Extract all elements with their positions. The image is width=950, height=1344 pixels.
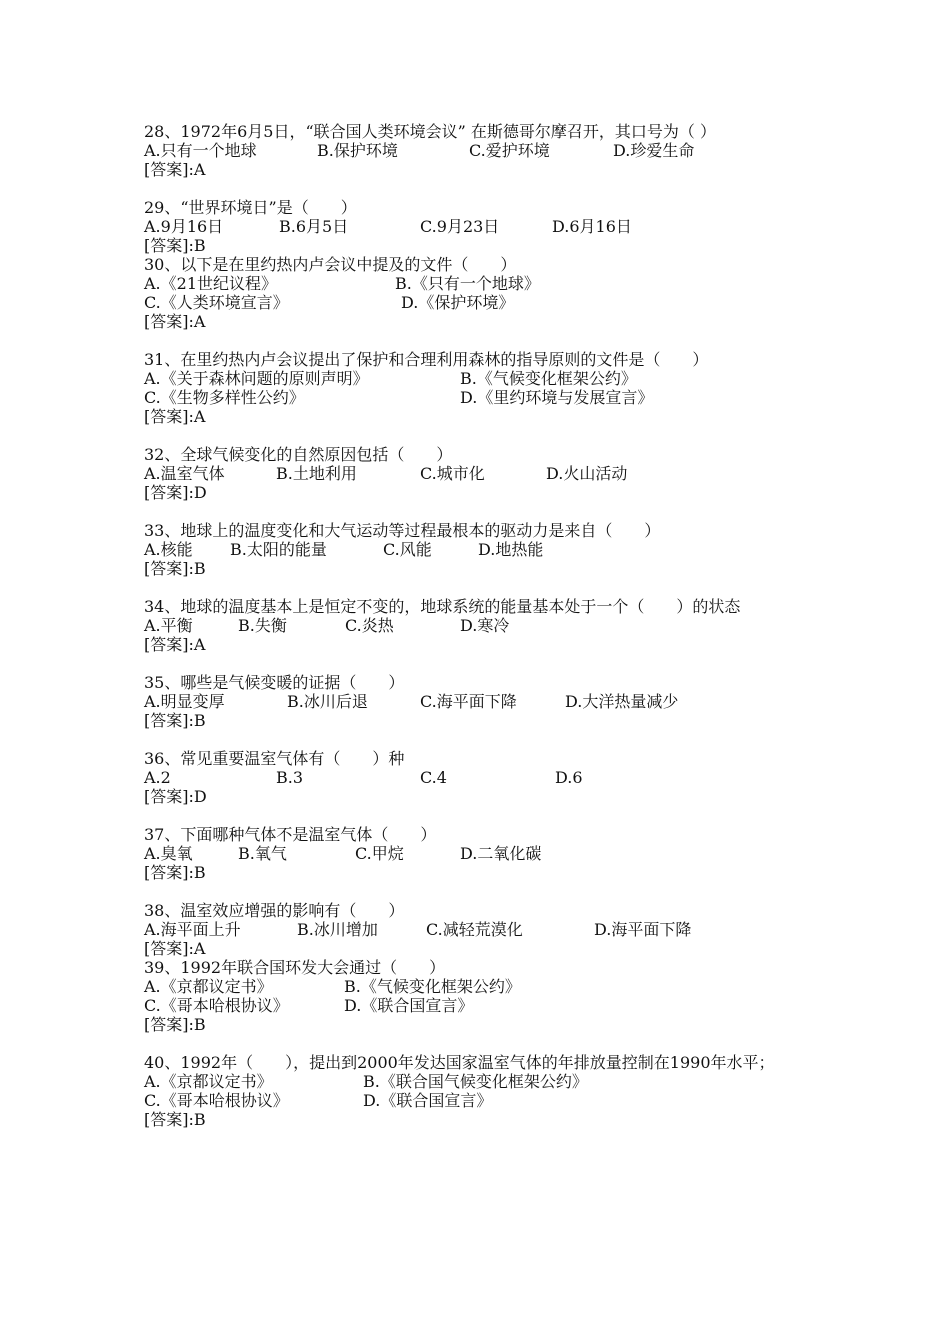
option-a: A.温室气体 (144, 464, 225, 483)
option-a: A.平衡 (144, 616, 193, 635)
option-d: D.《里约环境与发展宣言》 (460, 388, 654, 407)
question-list (144, 122, 814, 1129)
option-a: A.《关于森林问题的原则声明》 (144, 369, 369, 388)
option-c: C.《人类环境宣言》 (144, 293, 289, 312)
option-row (144, 217, 814, 236)
question-stem: 37、下面哪种气体不是温室气体（ ） (144, 825, 437, 844)
option-b: B.保护环境 (317, 141, 398, 160)
answer-line: [答案]:A (144, 635, 206, 654)
option-c: C.甲烷 (355, 844, 404, 863)
option-d: D.6 (555, 768, 583, 787)
question-item (144, 901, 814, 958)
option-a: A.只有一个地球 (144, 141, 257, 160)
option-d: D.《联合国宣言》 (344, 996, 474, 1015)
option-c: C.《生物多样性公约》 (144, 388, 305, 407)
option-b: B.6月5日 (279, 217, 349, 236)
question-stem: 40、1992年（ ），提出到2000年发达国家温室气体的年排放量控制在1990年水平； (144, 1053, 775, 1072)
question-stem: 39、1992年联合国环发大会通过（ ） (144, 958, 446, 977)
option-row (144, 369, 814, 388)
option-c: C.减轻荒漠化 (426, 920, 523, 939)
option-a: A.《21世纪议程》 (144, 274, 278, 293)
question-item (144, 255, 814, 331)
question-item (144, 597, 814, 654)
answer-line: [答案]:B (144, 711, 206, 730)
question-stem: 38、温室效应增强的影响有（ ） (144, 901, 405, 920)
option-a: A.《京都议定书》 (144, 977, 273, 996)
question-stem: 29、“世界环境日”是（ ） (144, 198, 357, 217)
option-c: C.风能 (383, 540, 432, 559)
option-row (144, 1091, 814, 1110)
option-c: C.城市化 (420, 464, 485, 483)
option-row (144, 768, 814, 787)
option-b: B.3 (276, 768, 304, 787)
option-d: D.火山活动 (546, 464, 628, 483)
option-c: C.海平面下降 (420, 692, 517, 711)
question-item (144, 521, 814, 578)
option-row (144, 274, 814, 293)
answer-line: [答案]:B (144, 1015, 206, 1034)
option-a: A.海平面上升 (144, 920, 241, 939)
question-item (144, 350, 814, 426)
option-c: C.9月23日 (420, 217, 500, 236)
option-d: D.6月16日 (552, 217, 632, 236)
option-c: C.炎热 (345, 616, 394, 635)
answer-line: [答案]:B (144, 863, 206, 882)
option-row (144, 616, 814, 635)
question-item (144, 749, 814, 806)
option-row (144, 844, 814, 863)
question-item (144, 198, 814, 255)
answer-line: [答案]:D (144, 787, 207, 806)
question-stem: 32、全球气候变化的自然原因包括（ ） (144, 445, 453, 464)
question-stem: 36、常见重要温室气体有（ ）种 (144, 749, 405, 768)
option-a: A.2 (144, 768, 171, 787)
answer-line: [答案]:B (144, 1110, 206, 1129)
option-a: A.明显变厚 (144, 692, 225, 711)
option-d: D.珍爱生命 (613, 141, 695, 160)
option-a: A.核能 (144, 540, 193, 559)
option-d: D.《联合国宣言》 (363, 1091, 493, 1110)
question-item (144, 1053, 814, 1129)
option-b: B.《联合国气候变化框架公约》 (363, 1072, 588, 1091)
question-stem: 34、地球的温度基本上是恒定不变的，地球系统的能量基本处于一个（ ）的状态 (144, 597, 741, 616)
option-c: C.4 (420, 768, 447, 787)
option-d: D.二氧化碳 (460, 844, 542, 863)
question-stem: 30、以下是在里约热内卢会议中提及的文件（ ） (144, 255, 517, 274)
option-d: D.地热能 (478, 540, 544, 559)
question-stem: 28、1972年6月5日，“联合国人类环境会议” 在斯德哥尔摩召开，其口号为（ ） (144, 122, 716, 141)
question-item (144, 445, 814, 502)
option-row (144, 692, 814, 711)
option-c: C.《哥本哈根协议》 (144, 996, 289, 1015)
answer-line: [答案]:A (144, 407, 206, 426)
option-c: C.爱护环境 (469, 141, 550, 160)
option-b: B.冰川后退 (287, 692, 368, 711)
option-b: B.《气候变化框架公约》 (344, 977, 521, 996)
question-item (144, 958, 814, 1034)
option-b: B.《气候变化框架公约》 (460, 369, 637, 388)
option-a: A.臭氧 (144, 844, 193, 863)
question-item (144, 122, 814, 179)
option-b: B.太阳的能量 (230, 540, 327, 559)
option-b: B.冰川增加 (297, 920, 378, 939)
option-row (144, 540, 814, 559)
answer-line: [答案]:B (144, 236, 206, 255)
option-b: B.土地利用 (276, 464, 357, 483)
question-stem: 35、哪些是气候变暖的证据（ ） (144, 673, 405, 692)
answer-line: [答案]:D (144, 483, 207, 502)
option-a: A.9月16日 (144, 217, 224, 236)
answer-line: [答案]:A (144, 312, 206, 331)
option-row (144, 293, 814, 312)
question-stem: 31、在里约热内卢会议提出了保护和合理利用森林的指导原则的文件是（ ） (144, 350, 709, 369)
option-b: B.失衡 (238, 616, 287, 635)
option-d: D.海平面下降 (594, 920, 692, 939)
option-row (144, 977, 814, 996)
option-row (144, 388, 814, 407)
option-row (144, 996, 814, 1015)
option-d: D.《保护环境》 (401, 293, 515, 312)
option-row (144, 141, 814, 160)
option-row (144, 464, 814, 483)
option-b: B.氧气 (238, 844, 287, 863)
option-c: C.《哥本哈根协议》 (144, 1091, 289, 1110)
answer-line: [答案]:A (144, 939, 206, 958)
option-row (144, 1072, 814, 1091)
option-d: D.寒冷 (460, 616, 510, 635)
option-row (144, 920, 814, 939)
question-stem: 33、地球上的温度变化和大气运动等过程最根本的驱动力是来自（ ） (144, 521, 661, 540)
option-d: D.大洋热量减少 (565, 692, 679, 711)
option-a: A.《京都议定书》 (144, 1072, 273, 1091)
answer-line: [答案]:B (144, 559, 206, 578)
question-item (144, 825, 814, 882)
question-item (144, 673, 814, 730)
answer-line: [答案]:A (144, 160, 206, 179)
option-b: B.《只有一个地球》 (395, 274, 540, 293)
